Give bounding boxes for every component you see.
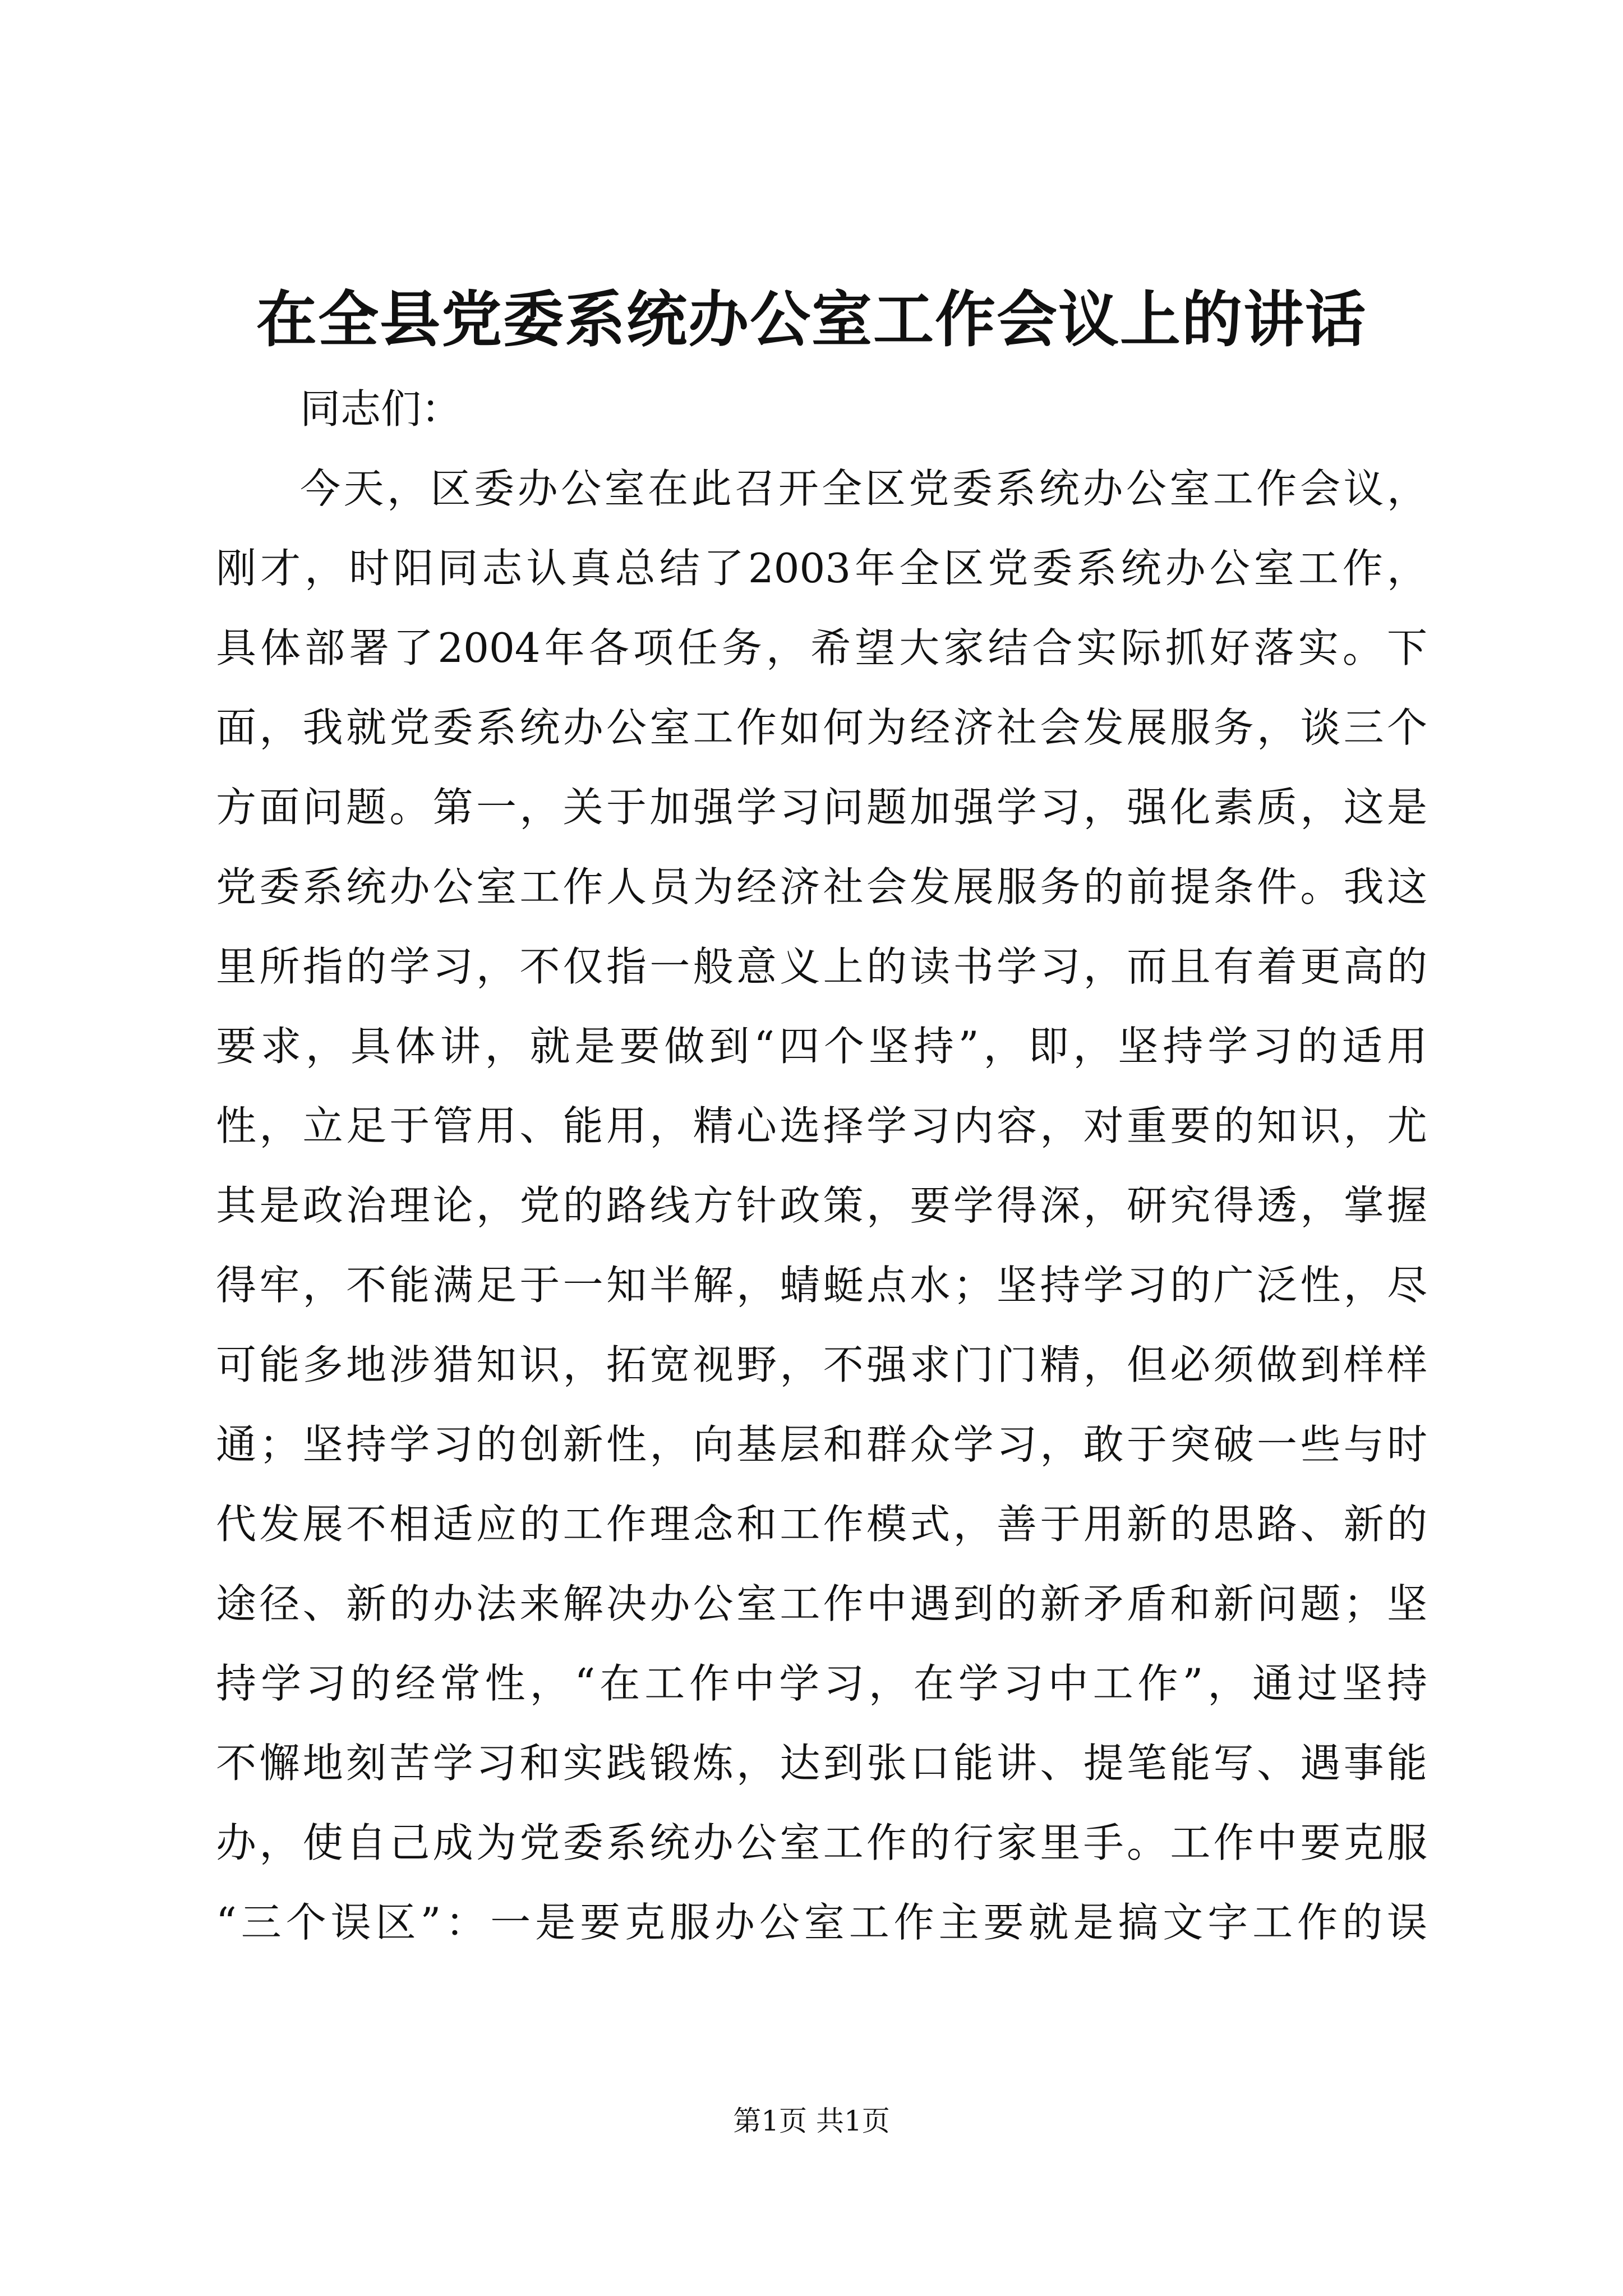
page-number-footer: 第1页 共1页 — [733, 2105, 890, 2137]
paragraph-line: 代发展不相适应的工作理念和工作模式，善于用新的思路、新的 — [216, 1501, 1427, 1548]
paragraph-line: 持学习的经常性，“在工作中学习，在学习中工作”，通过坚持 — [216, 1660, 1427, 1707]
paragraph-line: 办，使自己成为党委系统办公室工作的行家里手。工作中要克服 — [216, 1819, 1427, 1866]
paragraph-line: “三个误区”：一是要克服办公室工作主要就是搞文字工作的误 — [216, 1899, 1427, 1946]
paragraph-line: 性，立足于管用、能用，精心选择学习内容，对重要的知识，尤 — [216, 1102, 1427, 1149]
paragraph-line: 通；坚持学习的创新性，向基层和群众学习，敢于突破一些与时 — [216, 1421, 1427, 1468]
paragraph-line: 刚才，时阳同志认真总结了2003年全区党委系统办公室工作， — [216, 545, 1427, 592]
paragraph-line: 面，我就党委系统办公室工作如何为经济社会发展服务，谈三个 — [216, 704, 1427, 751]
paragraph-line: 得牢，不能满足于一知半解，蜻蜓点水；坚持学习的广泛性，尽 — [216, 1262, 1427, 1309]
document-body — [216, 369, 1427, 1962]
paragraph-line: 不懈地刻苦学习和实践锻炼，达到张口能讲、提笔能写、遇事能 — [216, 1740, 1427, 1787]
document-title: 在全县党委系统办公室工作会议上的讲话 — [256, 284, 1367, 355]
paragraph-line: 具体部署了2004年各项任务，希望大家结合实际抓好落实。下 — [216, 624, 1427, 671]
salutation: 同志们： — [300, 385, 462, 432]
paragraph-line: 方面问题。第一，关于加强学习问题加强学习，强化素质，这是 — [216, 784, 1427, 831]
paragraph-line: 里所指的学习，不仅指一般意义上的读书学习，而且有着更高的 — [216, 943, 1427, 990]
paragraph-line: 今天，区委办公室在此召开全区党委系统办公室工作会议， — [300, 465, 1427, 512]
paragraph-line: 其是政治理论，党的路线方针政策，要学得深，研究得透，掌握 — [216, 1182, 1427, 1229]
paragraph-line: 党委系统办公室工作人员为经济社会发展服务的前提条件。我这 — [216, 863, 1427, 910]
paragraph-line: 途径、新的办法来解决办公室工作中遇到的新矛盾和新问题；坚 — [216, 1580, 1427, 1627]
paragraph-line: 要求，具体讲，就是要做到“四个坚持”，即，坚持学习的适用 — [216, 1023, 1427, 1070]
paragraph-line: 可能多地涉猎知识，拓宽视野，不强求门门精，但必须做到样样 — [216, 1341, 1427, 1388]
